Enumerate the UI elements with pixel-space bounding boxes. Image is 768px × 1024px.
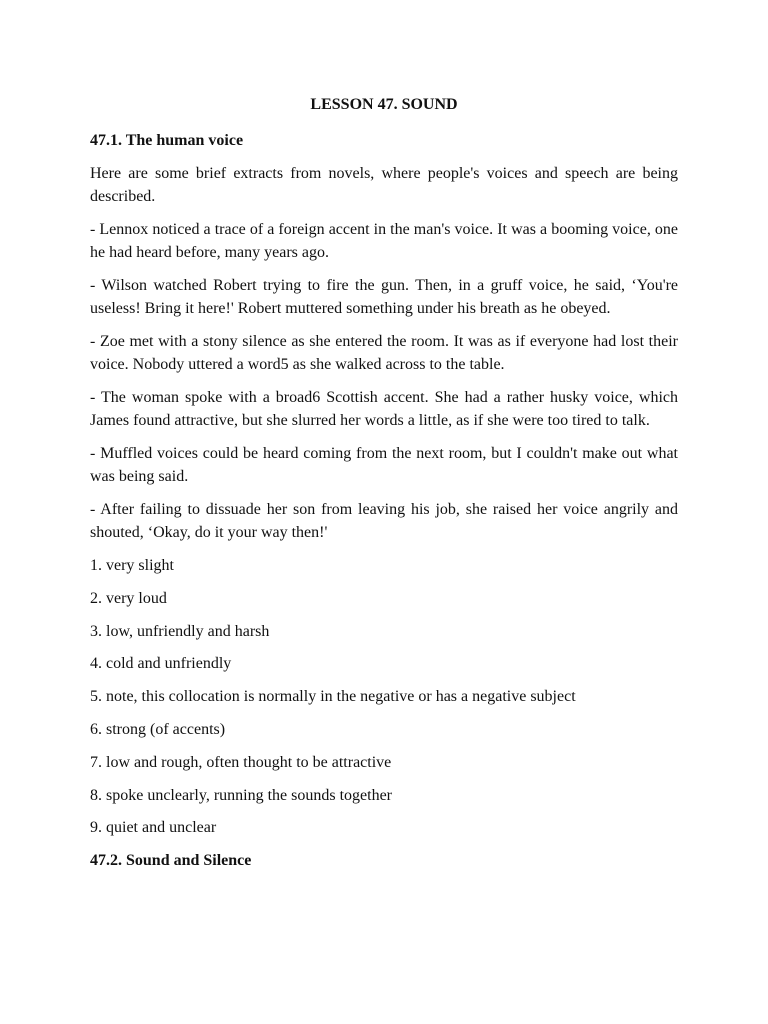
section-heading-sound-silence: 47.2. Sound and Silence <box>90 852 252 870</box>
gloss-item: 1. very slight <box>90 557 174 574</box>
gloss-item: 2. very loud <box>90 589 167 607</box>
document-page <box>90 86 678 884</box>
intro-paragraph: Here are some brief extracts from novels, where people's voices and speech are being described. <box>90 165 678 205</box>
extract-scottish-woman: - The woman spoke with a broad6 Scottish accent. She had a rather husky voice, which James found attractive, but she slurred her words a little, as if she were too tired to talk. <box>90 389 678 429</box>
extract-raised-voice: - After failing to dissuade her son from leaving his job, she raised her voice angrily and shouted, ‘Okay, do it your way then!' <box>90 501 678 541</box>
gloss-item: 6. strong (of accents) <box>90 720 226 738</box>
lesson-title: LESSON 47. SOUND <box>310 96 458 113</box>
gloss-item: 3. low, unfriendly and harsh <box>90 622 270 640</box>
extract-zoe: - Zoe met with a stony silence as she entered the room. It was as if everyone had lost their voice. Nobody uttered a word5 as she walked across to the table. <box>90 333 678 373</box>
gloss-item: 9. quiet and unclear <box>90 819 217 837</box>
section-heading-human-voice: 47.1. The human voice <box>90 131 244 149</box>
extract-lennox: - Lennox noticed a trace of a foreign accent in the man's voice. It was a booming voice, one he had heard before, many years ago. <box>90 221 678 261</box>
gloss-item: 7. low and rough, often thought to be attractive <box>90 753 392 771</box>
gloss-list <box>90 555 678 840</box>
gloss-item: 5. note, this collocation is normally in the negative or has a negative subject <box>90 688 576 706</box>
extract-muffled-voices: - Muffled voices could be heard coming from the next room, but I couldn't make out what was being said. <box>90 445 678 485</box>
gloss-item: 4. cold and unfriendly <box>90 655 232 673</box>
extract-wilson: - Wilson watched Robert trying to fire the gun. Then, in a gruff voice, he said, ‘You're useless! Bring it here!' Robert muttered something under his breath as he obeyed. <box>90 277 678 317</box>
gloss-item: 8. spoke unclearly, running the sounds together <box>90 786 393 804</box>
